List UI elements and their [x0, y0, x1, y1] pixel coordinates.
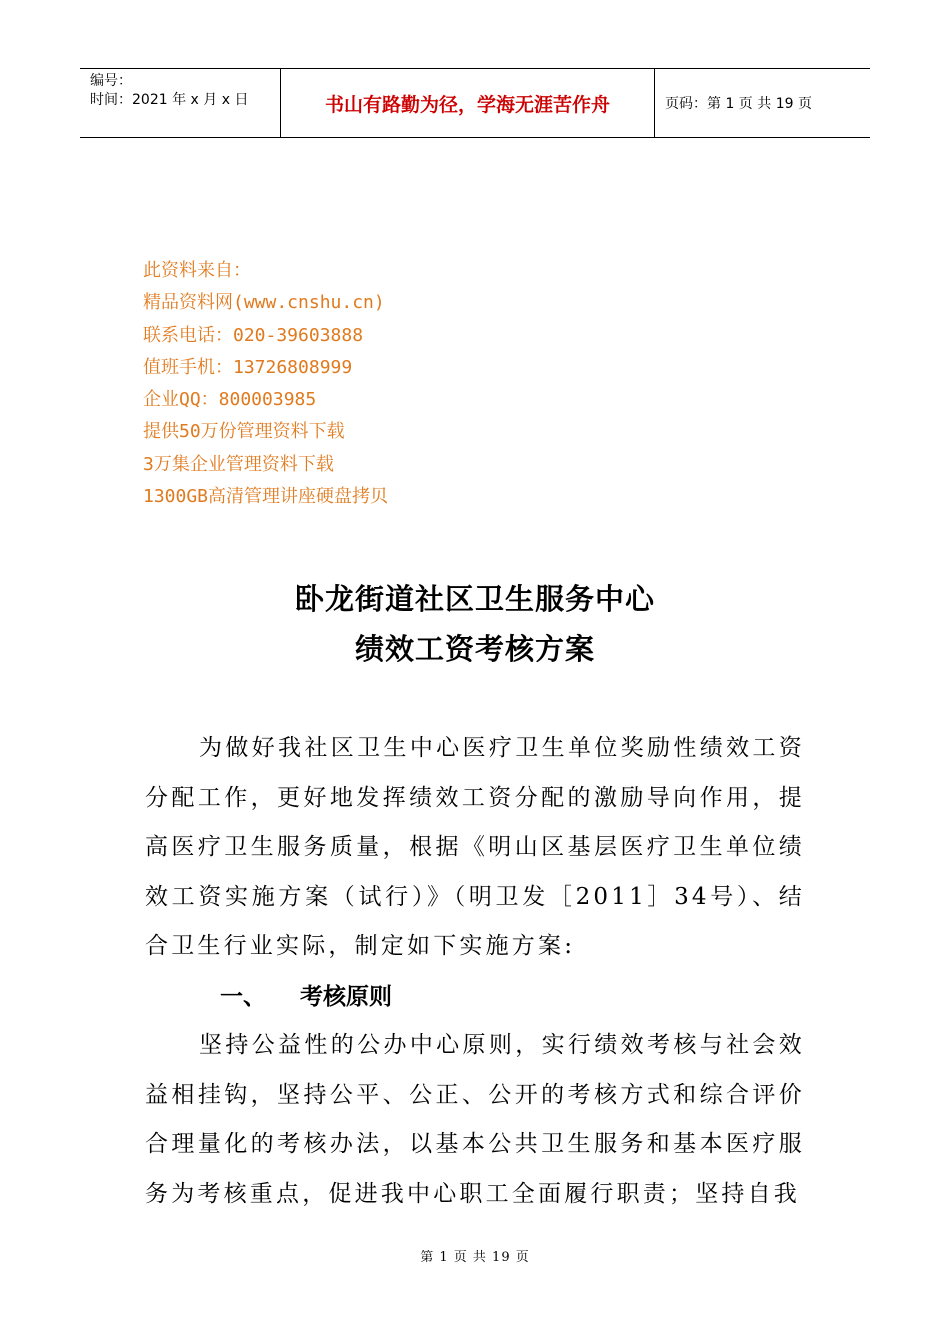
title-line-2: 绩效工资考核方案	[354, 632, 595, 666]
principle-paragraph: 坚持公益性的公办中心原则，实行绩效考核与社会效益相挂钩，坚持公平、公正、公开的考核方式和综合评价合理量化的考核办法，以基本公共卫生服务和基本医疗服务为考核重点，促进我中心职工全面履行职责；坚持自我	[145, 1032, 805, 1207]
promo-line: 3万集企业管理资料下载	[143, 453, 334, 475]
section-heading	[220, 972, 392, 1022]
header-motto: 书山有路勤为径，学海无涯苦作舟	[281, 69, 655, 137]
promo-line: 联系电话：020-39603888	[143, 324, 364, 346]
intro-paragraph: 为做好我社区卫生中心医疗卫生单位奖励性绩效工资分配工作，更好地发挥绩效工资分配的激励导向作用，提高医疗卫生服务质量，根据《明山区基层医疗卫生单位绩效工资实施方案（试行）》（明卫发［2011］34号）、结合卫生行业实际，制定如下实施方案:	[145, 735, 805, 960]
number-label: 编号：	[90, 73, 132, 89]
time-label: 时间：2021 年 x 月 x 日	[90, 92, 249, 108]
header-table	[80, 68, 870, 138]
page-footer: 第 1 页 共 19 页	[420, 1250, 530, 1265]
header-page-code: 页码：第 1 页 共 19 页	[665, 96, 812, 112]
header-meta	[80, 69, 281, 137]
title-line-1: 卧龙街道社区卫生服务中心	[294, 582, 655, 616]
promo-line: 提供50万份管理资料下载	[143, 421, 345, 443]
section-number: 一、	[220, 983, 266, 1010]
promo-line: 企业QQ：800003985	[143, 389, 317, 411]
promo-line: 值班手机：13726808999	[143, 356, 353, 378]
promo-block	[143, 255, 388, 513]
section-title: 考核原则	[300, 983, 392, 1010]
promo-line: 此资料来自：	[143, 260, 251, 281]
promo-line: 1300GB高清管理讲座硬盘拷贝	[143, 486, 389, 508]
promo-line: 精品资料网(www.cnshu.cn)	[143, 292, 385, 314]
document-title	[0, 574, 950, 674]
